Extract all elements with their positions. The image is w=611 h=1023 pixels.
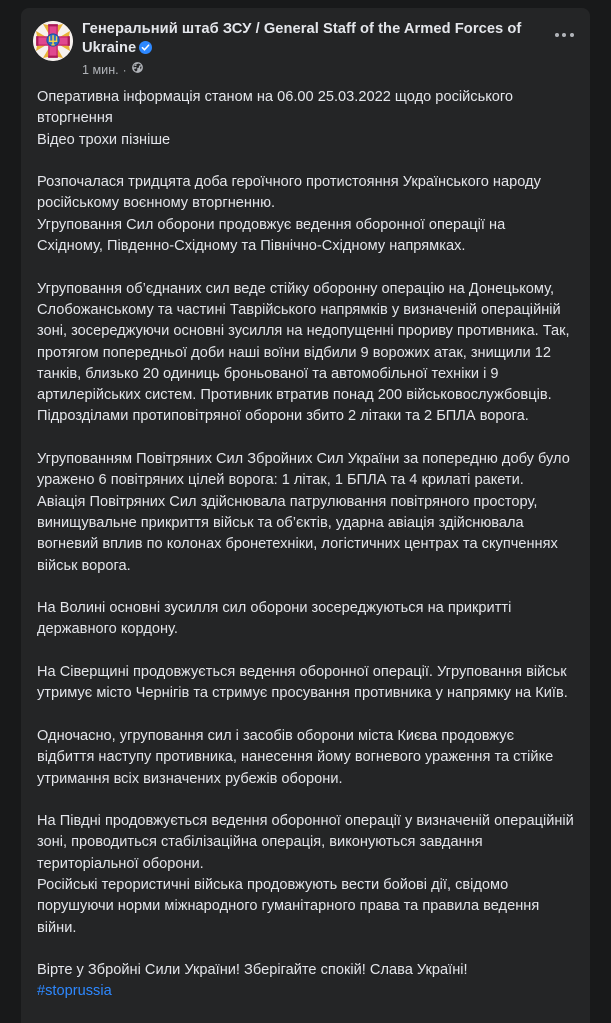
- post-paragraph: Угруповання Сил оборони продовжує ведення оборонної операції на Східному, Південно-Східному та Північно-Східному напрямках.: [37, 216, 510, 255]
- post-header-text: [82, 20, 578, 79]
- paragraph-spacer: [37, 790, 574, 811]
- ellipsis-icon: [555, 33, 574, 37]
- paragraph-spacer: [37, 428, 574, 449]
- post-paragraph: Російські терористичні війська продовжують вести бойові дії, свідомо порушуючи норми міжнародного гуманітарного права та правила ведення війни.: [37, 876, 544, 936]
- paragraph-spacer: [37, 939, 574, 960]
- paragraph-spacer: [37, 641, 574, 662]
- post-paragraph: На Волині основні зусилля сил оборони зосереджуються на прикритті державного кордону.: [37, 600, 516, 638]
- post-paragraph: Угрупованням Повітряних Сил Збройних Сил України за попередню добу було уражено 6 повітряних цілей ворога: 1 літак, 1 БПЛА та 4 крилаті ракети. Авіація Повітряних Сил здійснювала патрулювання повітряного простору, винищувальне прикриття військ та об’єктів, ударна авіація здійснювала вогневий вплив по колонах бронетехніки, логістичних центрах та скупченнях військ ворога.: [37, 451, 574, 574]
- post-paragraph: Угруповання об’єднаних сил веде стійку оборонну операцію на Донецькому, Слобожанському та частині Таврійського напрямків у визначеній операційній зоні, зосереджуючи основні зусилля на недопущенні прориву противника. Так, протягом попередньої доби наші воїни відбили 9 ворожих атак, знищили 12 танків, близько 20 одиниць броньованої та автомобільної техніки і 9 артилерійських систем. Противник втратив понад 200 військовослужбовців.: [37, 280, 574, 404]
- hashtag-stoprussia[interactable]: #stoprussia: [37, 983, 112, 1000]
- paragraph-spacer: [37, 257, 574, 278]
- post-hashtag-line: [37, 981, 574, 1002]
- facebook-post-card: [21, 8, 590, 1023]
- meta-separator: ·: [122, 62, 127, 77]
- post-timestamp[interactable]: 1 мин.: [82, 62, 119, 77]
- post-header: [21, 8, 590, 79]
- post-paragraph: Відео трохи пізніше: [37, 131, 171, 148]
- verified-badge: [139, 41, 152, 60]
- post-paragraph: Вірте у Збройні Сили України! Зберігайте спокій! Слава Україні!: [37, 962, 468, 979]
- post-more-options-button[interactable]: [546, 17, 582, 53]
- verified-check-icon: [139, 41, 152, 54]
- paragraph-spacer: [37, 151, 574, 172]
- post-meta: [82, 61, 534, 79]
- post-paragraph: Розпочалася тридцята доба героїчного протистояння Українського народу російському воєнному вторгненню.: [37, 174, 545, 212]
- post-paragraph: Оперативна інформація станом на 06.00 25.03.2022 щодо російського вторгнення: [37, 89, 518, 127]
- post-paragraph: На Сіверщині продовжується ведення оборонної операції. Угруповання військ утримує місто Чернігів та стримує просування противника у напрямку на Київ.: [37, 664, 571, 702]
- post-paragraph: Одночасно, угруповання сил і засобів оборони міста Києва продовжує відбиття наступу противника, нанесення йому вогневого ураження та стійке утримання всіх визначених рубежів оборони.: [37, 727, 558, 787]
- author-name[interactable]: Генеральний штаб ЗСУ / General Staff of the Armed Forces of Ukraine: [82, 21, 522, 56]
- globe-icon[interactable]: [131, 61, 144, 79]
- paragraph-spacer: [37, 705, 574, 726]
- post-paragraph: На Півдні продовжується ведення оборонної операції у визначеній операційній зоні, проводиться стабілізаційна операція, виконуються завдання територіальної оборони.: [37, 813, 578, 872]
- avatar[interactable]: [33, 21, 73, 61]
- globe-glyph: [131, 61, 144, 74]
- general-staff-emblem-icon: [33, 21, 73, 61]
- paragraph-spacer: [37, 577, 574, 598]
- author-line: [82, 20, 534, 60]
- post-message-body: [21, 79, 590, 1023]
- post-paragraph: Підрозділами протиповітряної оборони збито 2 літаки та 2 БПЛА ворога.: [37, 408, 529, 425]
